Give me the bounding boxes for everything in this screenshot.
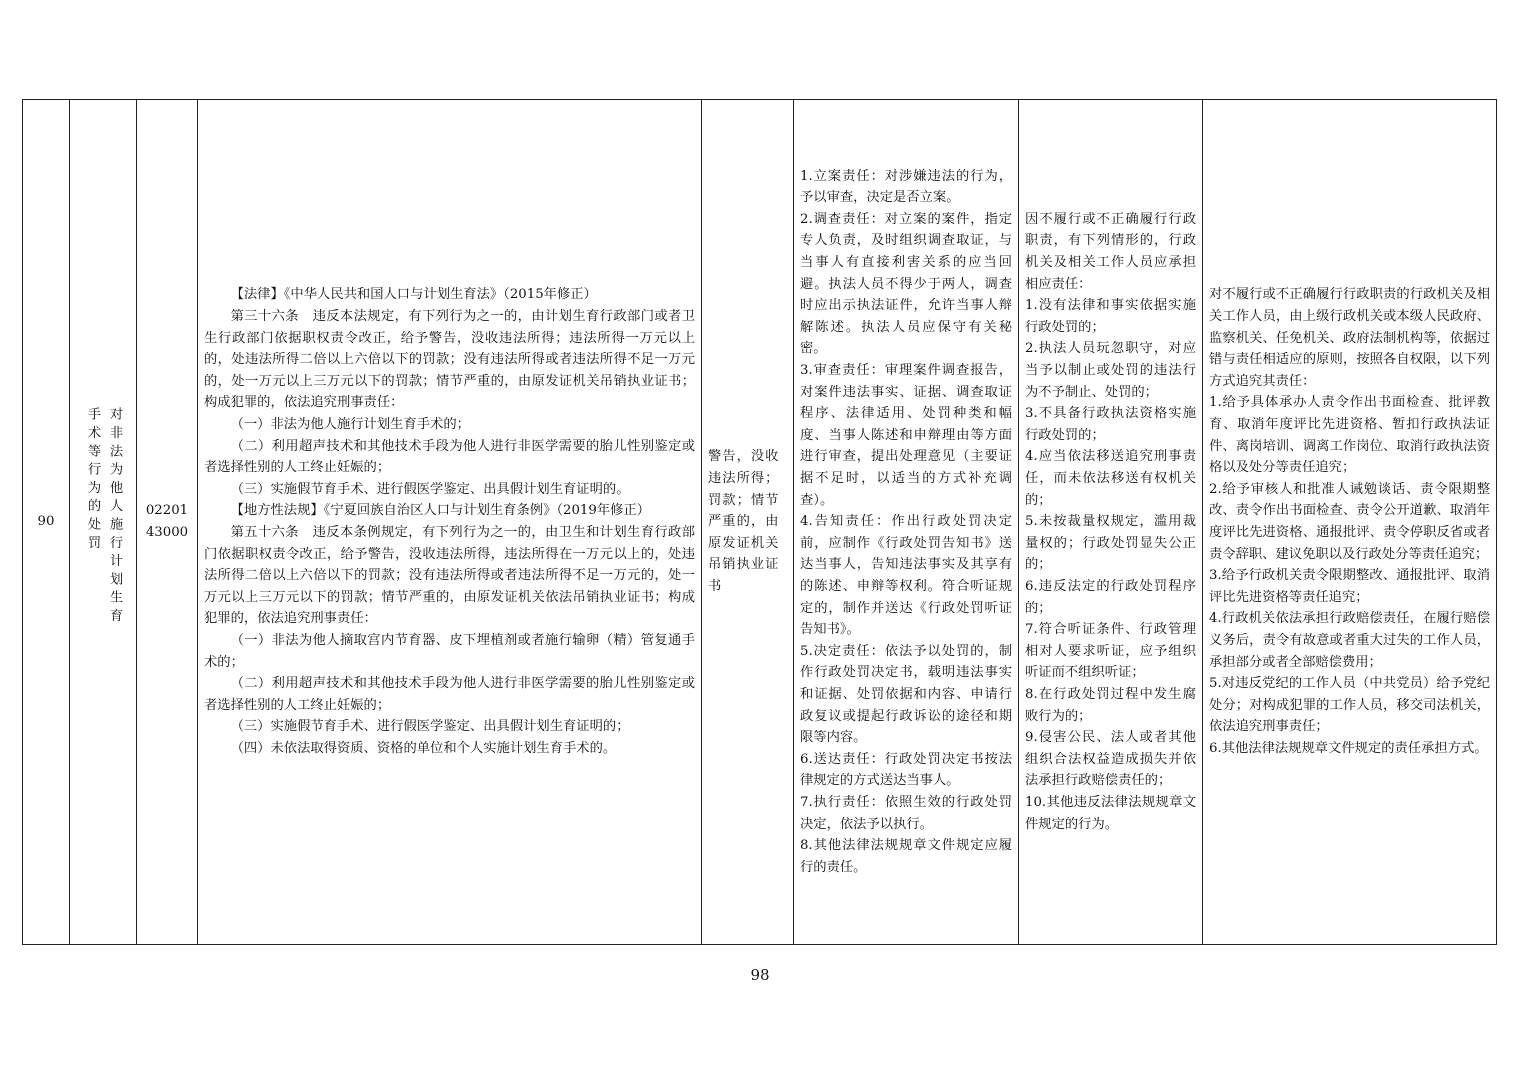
responsibility-item: 5.决定责任：依法予以处罚的，制作行政处罚决定书，载明违法事实和证据、处罚依据和内容、申请行政复议或提起行政诉讼的途径和期限等内容。 [800,643,1012,746]
responsibility-item: 4.告知责任：作出行政处罚决定前，应制作《行政处罚告知书》送达当事人，告知违法事实及其享有的陈述、申辩等权利。符合听证规定的，制作并送达《行政处罚听证告知书》。 [800,514,1012,638]
basis-paragraph: （二）利用超声技术和其他技术手段为他人进行非医学需要的胎儿性别鉴定或者选择性别的人工终止妊娠的； [204,676,695,713]
basis-paragraph: （三）实施假节育手术、进行假医学鉴定、出具假计划生育证明的。 [230,481,630,497]
item-name-cell [70,100,137,945]
responsibility-item: 6.送达责任：行政处罚决定书按法律规定的方式送达当事人。 [800,751,1012,789]
accountability-item: 1.给予具体承办人责令作出书面检查、批评教育、取消年度评比先进资格、暂扣行政执法证件、离岗培训、调离工作岗位、取消行政执法资格以及处分等责任追究； [1209,395,1490,476]
legal-basis-cell [198,100,702,945]
accountability-item: 对不履行或不正确履行行政职责的行政机关及相关工作人员，由上级行政机关或本级人民政府、监察机关、任免机关、政府法制机构等，依据过错与责任相适应的原则，按照各自权限，以下列方式追究其责任： [1209,287,1490,389]
accountability-item: 4.行政机关依法承担行政赔偿责任，在履行赔偿义务后，责令有故意或者重大过失的工作人员，承担部分或者全部赔偿费用； [1209,611,1490,670]
liability-case: 10.其他违反法律法规规章文件规定的行为。 [1025,794,1196,832]
accountability-item: 6.其他法律法规规章文件规定的责任承担方式。 [1209,740,1488,756]
responsibility-item: 2.调查责任：对立案的案件，指定专人负责，及时组织调查取证，与当事人有直接利害关系的应当回避。执法人员不得少于两人，调查时应出示执法证件，允许当事人辩解陈述。执法人员应保守有关秘密。 [800,211,1012,357]
penalty-type-cell [702,100,794,945]
accountability-cell [1203,100,1497,945]
basis-paragraph: 第五十六条 违反本条例规定，有下列行为之一的，由卫生和计划生育行政部门依据职权责令改正，给予警告，没收违法所得，违法所得在一万元以上的，处违法所得二倍以上六倍以下的罚款；没有违法所得或者违法所得不足一万元的，处一万元以上三万元以下的罚款；情节严重的，由原发证机关依法吊销执业证书；构成犯罪的，依法追究刑事责任： [204,525,695,627]
item-code-line-1: 02201 [145,503,189,519]
responsibility-item: 3.审查责任：审理案件调查报告，对案件违法事实、证据、调查取证程序、法律适用、处罚种类和幅度、当事人陈述和申辩理由等方面进行审查，提出处理意见（主要证据不足时，以适当的方式补充调查）。 [800,363,1012,508]
item-name: 对非法为他人施行计划生育手术等行为的处罚 [85,407,122,627]
basis-heading-regulation: 【地方性法规】《宁夏回族自治区人口与计划生育条例》（2019年修正） [230,503,651,519]
liability-case: 1.没有法律和事实依据实施行政处罚的； [1025,298,1196,335]
liability-case: 7.符合听证条件、行政管理相对人要求听证，应予组织听证而不组织听证； [1025,622,1196,681]
liability-cases-cell [1019,100,1203,945]
duty-list-table [22,99,1497,945]
table-row [23,100,1497,945]
accountability-item: 5.对违反党纪的工作人员（中共党员）给予党纪处分；对构成犯罪的工作人员，移交司法机关，依法追究刑事责任； [1209,676,1490,735]
responsibility-item: 8.其他法律法规规章文件规定应履行的责任。 [800,838,1012,875]
basis-paragraph: （二）利用超声技术和其他技术手段为他人进行非医学需要的胎儿性别鉴定或者选择性别的人工终止妊娠的； [204,438,695,476]
item-code-line-2: 43000 [145,525,189,540]
accountability-item: 2.给予审核人和批准人诫勉谈话、责令限期整改、责令作出书面检查、责令公开道歉、取消年度评比先进资格、通报批评、责令停职反省或者责令辞职、建议免职以及行政处分等责任追究； [1209,481,1490,562]
liability-case: 8.在行政处罚过程中发生腐败行为的； [1025,686,1196,724]
basis-heading-law: 【法律】《中华人民共和国人口与计划生育法》（2015年修正） [230,287,597,303]
liability-case: 6.违反法定的行政处罚程序的； [1025,578,1196,616]
penalty-type: 警告，没收违法所得；罚款；情节严重的，由原发证机关吊销执业证书 [708,449,780,594]
basis-paragraph: （四）未依法取得资质、资格的单位和个人实施计划生育手术的。 [230,740,617,756]
row-number [23,100,70,945]
basis-paragraph: 第三十六条 违反本法规定，有下列行为之一的，由计划生育行政部门或者卫生行政部门依据职权责令改正，给予警告，没收违法所得；违法所得一万元以上的，处违法所得二倍以上六倍以下的罚款；没有违法所得或者违法所得不足一万元的，处一万元以上三万元以下的罚款；情节严重的，由原发证机关吊销执业证书；构成犯罪的，依法追究刑事责任： [204,309,695,411]
row-number-text: 90 [37,514,55,530]
liability-case: 因不履行或不正确履行行政职责，有下列情形的，行政机关及相关工作人员应承担相应责任： [1025,211,1196,292]
liability-case: 5.未按裁量权规定，滥用裁量权的；行政处罚显失公正的； [1025,514,1196,573]
responsibility-item: 7.执行责任：依照生效的行政处罚决定，依法予以执行。 [800,794,1012,832]
liability-case: 3.不具备行政执法资格实施行政处罚的； [1025,406,1196,443]
accountability-item: 3.给予行政机关责令限期整改、通报批评、取消评比先进资格等责任追究； [1209,568,1490,605]
item-code-cell [137,100,198,945]
responsibility-cell [794,100,1019,945]
responsibility-item: 1.立案责任：对涉嫌违法的行为，予以审查，决定是否立案。 [800,168,1012,206]
liability-case: 9.侵害公民、法人或者其他组织合法权益造成损失并依法承担行政赔偿责任的； [1025,730,1196,789]
basis-paragraph: （一）非法为他人摘取宫内节育器、皮下埋植剂或者施行输卵（精）管复通手术的； [204,632,695,670]
basis-paragraph: （三）实施假节育手术、进行假医学鉴定、出具假计划生育证明的； [230,719,630,735]
page-number: 98 [750,966,770,984]
basis-paragraph: （一）非法为他人施行计划生育手术的； [230,417,470,433]
liability-case: 2.执法人员玩忽职守，对应当予以制止或处罚的违法行为不予制止、处罚的； [1025,341,1196,400]
liability-case: 4.应当依法移送追究刑事责任，而未依法移送有权机关的； [1025,449,1196,508]
